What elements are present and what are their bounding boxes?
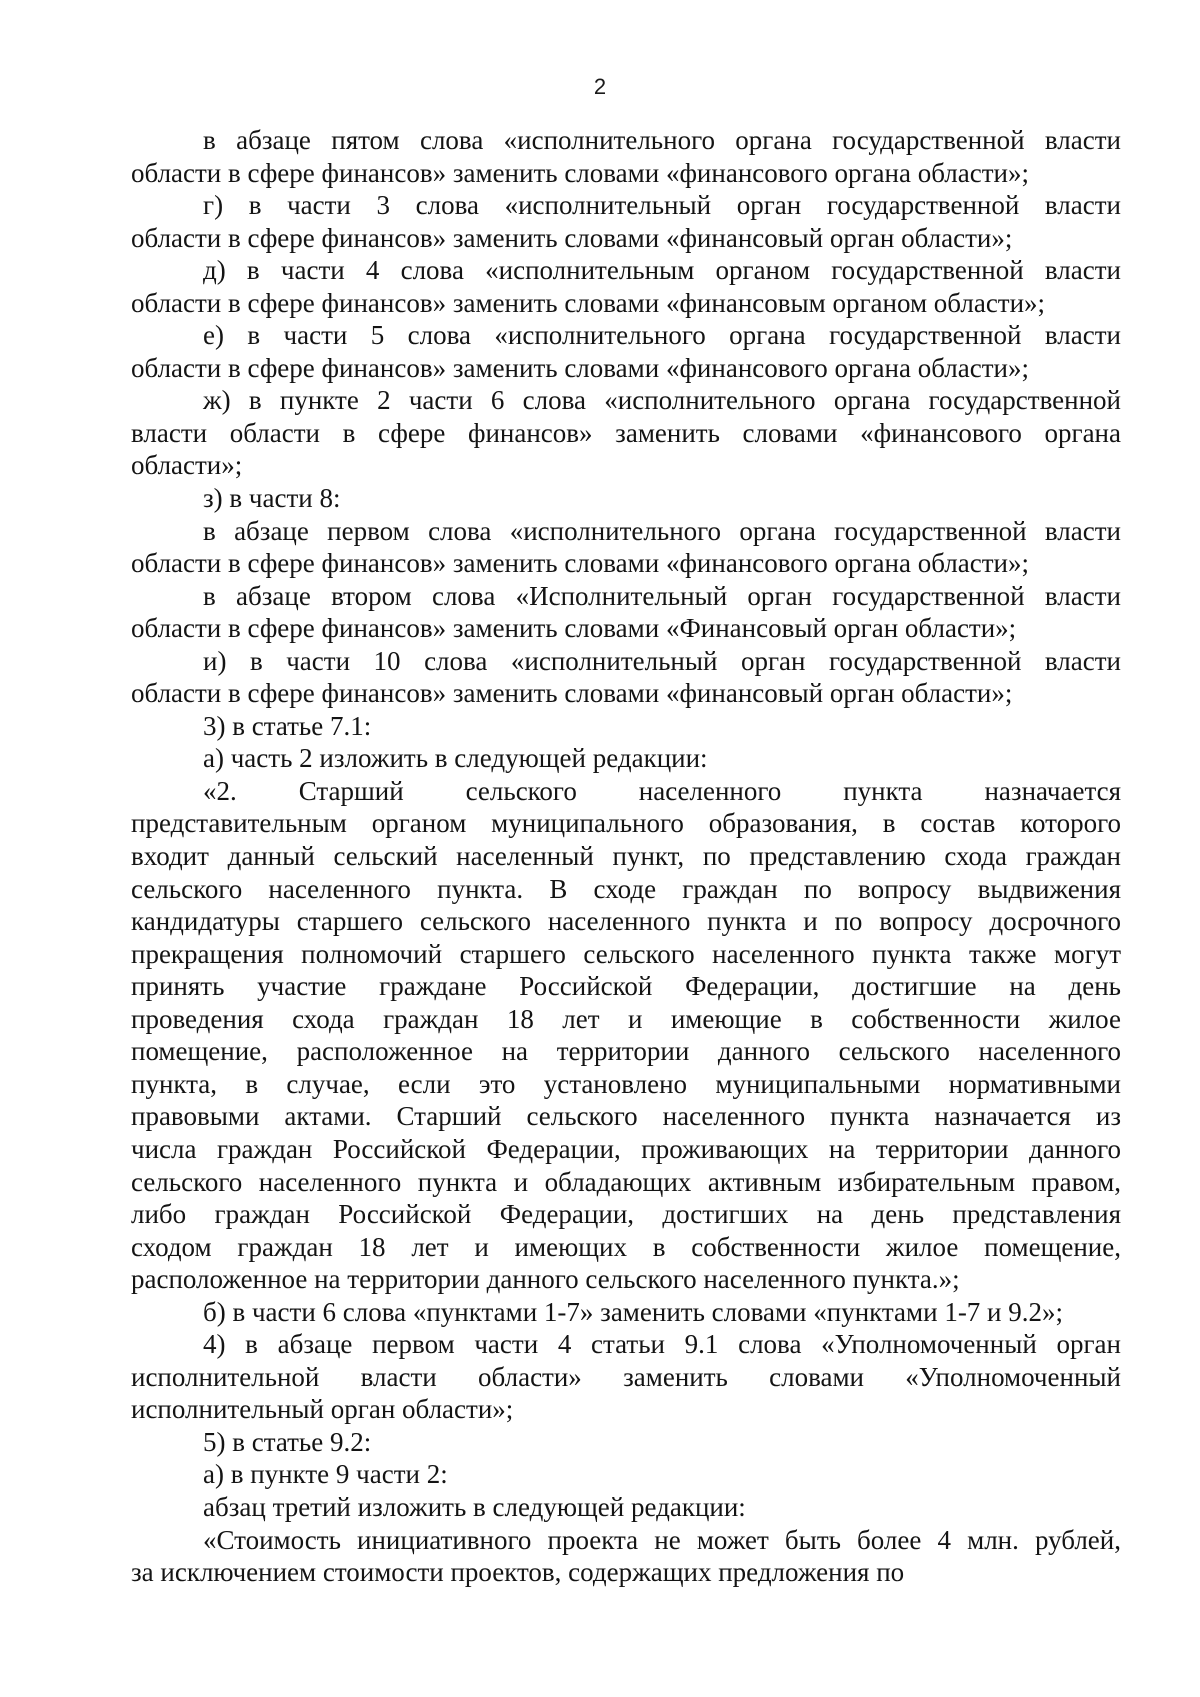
paragraph: [131, 319, 1121, 384]
paragraph-line: помещение, расположенное на территории данного сельского населенного: [131, 1036, 1121, 1067]
paragraph-line: абзац третий изложить в следующей редакции:: [203, 1491, 746, 1522]
paragraph-line: в абзаце пятом слова «исполнительного органа государственной власти: [203, 125, 1121, 155]
paragraph: [131, 1524, 1121, 1589]
paragraph-line: области в сфере финансов» заменить словами «финансового органа области»;: [131, 157, 1029, 188]
paragraph-line: б) в части 6 слова «пунктами 1-7» заменить словами «пунктами 1-7 и 9.2»;: [203, 1296, 1064, 1327]
paragraph: [131, 645, 1121, 710]
paragraph-line: числа граждан Российской Федерации, проживающих на территории данного: [131, 1133, 1121, 1164]
paragraph-line: области в сфере финансов» заменить словами «финансовым органом области»;: [131, 287, 1046, 318]
paragraph-line: е) в части 5 слова «исполнительного органа государственной власти: [203, 320, 1121, 351]
paragraph-line: кандидатуры старшего сельского населенного пункта и по вопросу досрочного: [131, 906, 1121, 937]
paragraph-line: принять участие граждане Российской Федерации, достигшие на день: [131, 971, 1121, 1002]
paragraph: [131, 254, 1121, 319]
paragraph-line: исполнительной власти области» заменить словами «Уполномоченный: [131, 1361, 1121, 1392]
paragraph-line: исполнительный орган области»;: [131, 1394, 514, 1425]
paragraph-line: за исключением стоимости проектов, содержащих предложения по: [131, 1557, 905, 1588]
paragraph-line: либо граждан Российской Федерации, достигших на день представления: [131, 1199, 1121, 1230]
paragraph-line: входит данный сельский населенный пункт, по представлению схода граждан: [131, 841, 1121, 872]
paragraph-line: представительным органом муниципального образования, в состав которого: [131, 808, 1121, 839]
paragraph: [131, 189, 1121, 254]
document-body: [131, 124, 1121, 1589]
paragraph-line: области в сфере финансов» заменить словами «финансового органа области»;: [131, 548, 1029, 579]
paragraph-line: сельского населенного пункта и обладающих активным избирательным правом,: [131, 1166, 1121, 1197]
paragraph: [131, 775, 1121, 1296]
paragraph-line: правовыми актами. Старший сельского населенного пункта назначается из: [131, 1101, 1121, 1132]
paragraph-line: прекращения полномочий старшего сельского населенного пункта также могут: [131, 938, 1121, 969]
paragraph-line: области в сфере финансов» заменить словами «финансовый орган области»;: [131, 678, 1013, 709]
paragraph: [131, 1491, 1121, 1524]
paragraph: [131, 1458, 1121, 1491]
paragraph-line: а) часть 2 изложить в следующей редакции:: [203, 743, 708, 774]
paragraph: [131, 384, 1121, 482]
paragraph-line: 5) в статье 9.2:: [203, 1426, 372, 1457]
paragraph-line: области»;: [131, 450, 243, 481]
paragraph-line: г) в части 3 слова «исполнительный орган государственной власти: [203, 190, 1121, 221]
paragraph-line: сходом граждан 18 лет и имеющих в собственности жилое помещение,: [131, 1231, 1121, 1262]
paragraph-line: «2. Старший сельского населенного пункта назначается: [203, 775, 1121, 806]
paragraph-line: 3) в статье 7.1:: [203, 710, 372, 741]
paragraph: [131, 124, 1121, 189]
paragraph: [131, 1328, 1121, 1426]
paragraph: [131, 710, 1121, 743]
paragraph-line: ж) в пункте 2 части 6 слова «исполнительного органа государственной: [203, 385, 1121, 416]
paragraph-line: а) в пункте 9 части 2:: [203, 1459, 448, 1490]
paragraph: [131, 742, 1121, 775]
paragraph: [131, 515, 1121, 580]
paragraph-line: з) в части 8:: [203, 483, 341, 514]
paragraph-line: в абзаце втором слова «Исполнительный орган государственной власти: [203, 580, 1121, 611]
paragraph-line: проведения схода граждан 18 лет и имеющие в собственности жилое: [131, 1003, 1121, 1034]
paragraph: [131, 1426, 1121, 1459]
paragraph-line: расположенное на территории данного сельского населенного пункта.»;: [131, 1264, 960, 1295]
paragraph-line: пункта, в случае, если это установлено муниципальными нормативными: [131, 1068, 1121, 1099]
page-number: 2: [593, 74, 607, 99]
paragraph-line: «Стоимость инициативного проекта не может быть более 4 млн. рублей,: [203, 1524, 1121, 1555]
paragraph-line: 4) в абзаце первом части 4 статьи 9.1 слова «Уполномоченный орган: [203, 1329, 1121, 1360]
paragraph-line: д) в части 4 слова «исполнительным органом государственной власти: [203, 255, 1121, 286]
paragraph-line: в абзаце первом слова «исполнительного органа государственной власти: [203, 515, 1121, 546]
paragraph-line: и) в части 10 слова «исполнительный орган государственной власти: [203, 645, 1121, 676]
paragraph: [131, 1296, 1121, 1329]
paragraph-line: сельского населенного пункта. В сходе граждан по вопросу выдвижения: [131, 873, 1121, 904]
paragraph-line: области в сфере финансов» заменить словами «финансового органа области»;: [131, 352, 1029, 383]
paragraph: [131, 580, 1121, 645]
paragraph-line: власти области в сфере финансов» заменить словами «финансового органа: [131, 417, 1121, 448]
paragraph-line: области в сфере финансов» заменить словами «финансовый орган области»;: [131, 222, 1013, 253]
paragraph: [131, 482, 1121, 515]
paragraph-line: области в сфере финансов» заменить словами «Финансовый орган области»;: [131, 613, 1017, 644]
